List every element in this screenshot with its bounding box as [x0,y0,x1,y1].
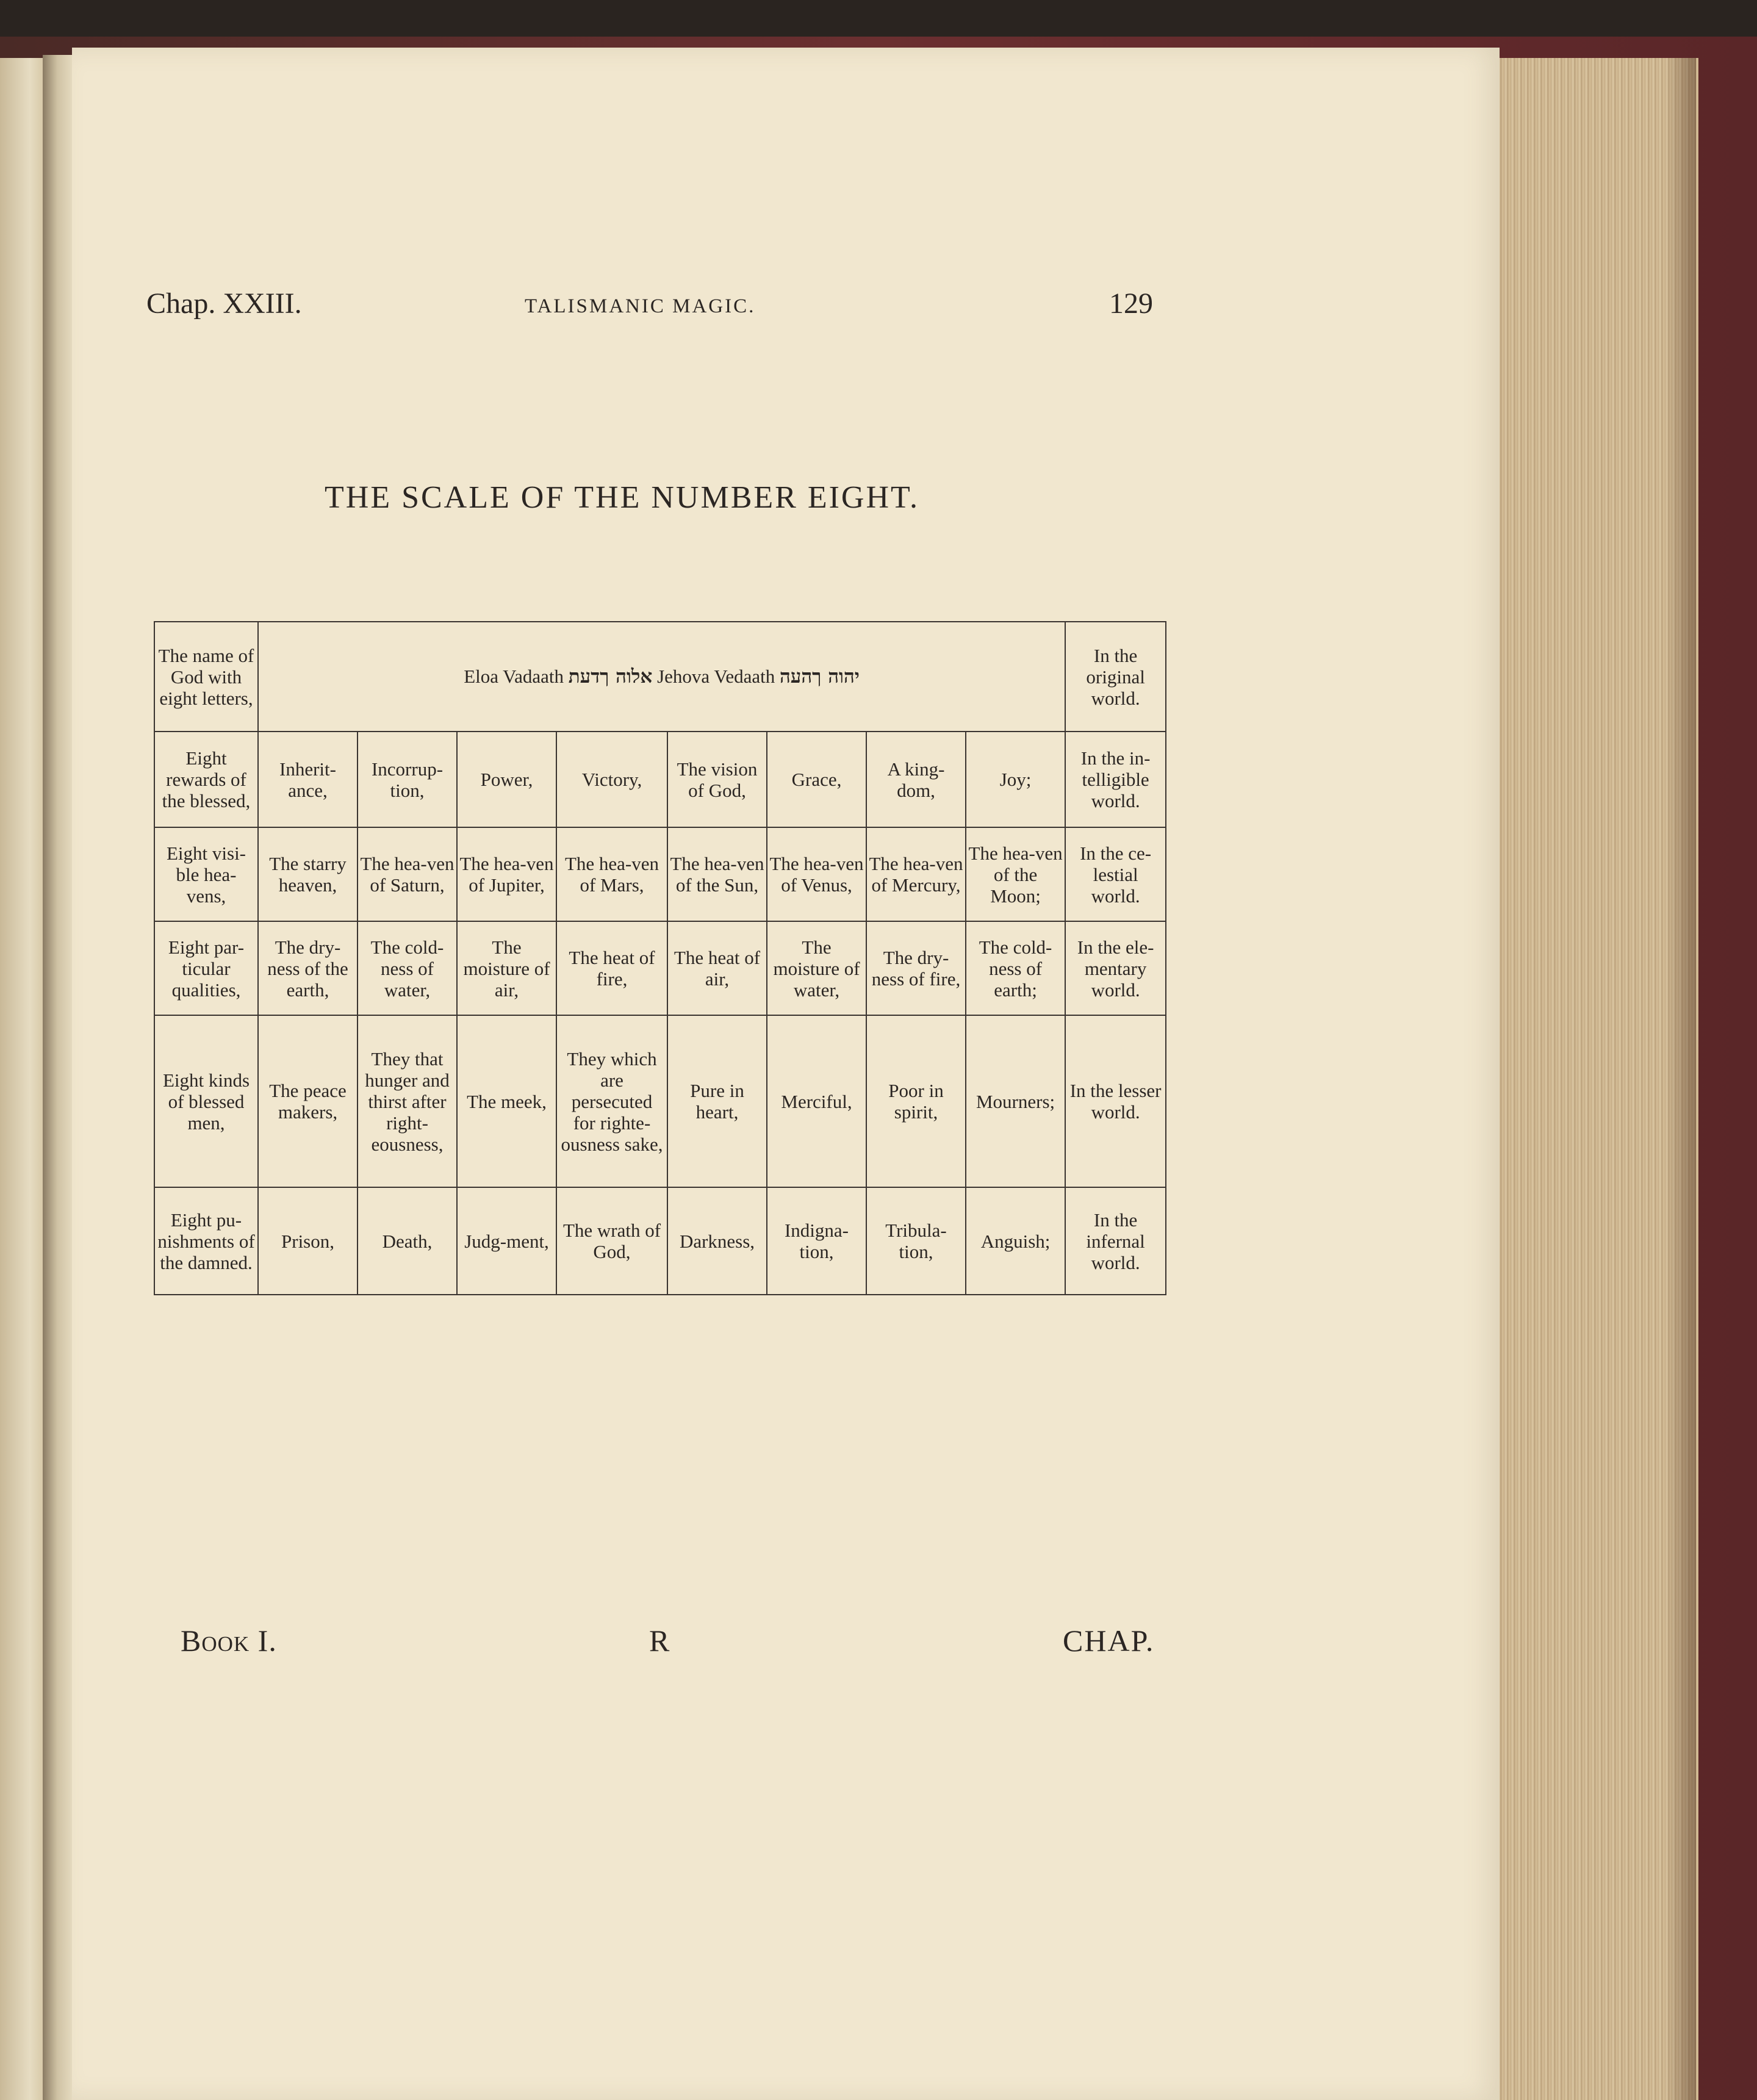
page-edges-shadow [1665,58,1696,2100]
table-cell: Joy; [966,732,1065,827]
divine-names-cell [258,622,1065,732]
world-cell: In the lesser world. [1065,1015,1166,1187]
table-row [154,921,1166,1015]
name2-latin: Jehova Vedaath [657,666,775,687]
table-cell: Merciful, [767,1015,866,1187]
table-cell: The hea-ven of the Sun, [667,827,767,921]
row-label: Eight visi-ble hea-vens, [154,827,258,921]
table-cell: The hea-ven of the Moon; [966,827,1065,921]
table-cell: Grace, [767,732,866,827]
row-label: Eight kinds of blessed men, [154,1015,258,1187]
table-cell: Power, [457,732,556,827]
chapter-label: Chap. XXIII. [146,287,302,320]
name1-hebrew: אלוה ךדעת [568,666,653,688]
table-cell: They which are persecuted for righte-ousness sake, [556,1015,667,1187]
table-cell: The hea-ven of Saturn, [358,827,457,921]
running-head [0,287,1757,329]
table-cell: The meek, [457,1015,556,1187]
world-cell: In the ele-mentary world. [1065,921,1166,1015]
scale-table [154,621,1166,1295]
table-cell: The heat of fire, [556,921,667,1015]
page-title: THE SCALE OF THE NUMBER EIGHT. [325,480,919,515]
table-row [154,1187,1166,1295]
table-row [154,1015,1166,1187]
table-cell: A king-dom, [866,732,966,827]
signature-book: Book I. [181,1624,277,1658]
table-cell: The hea-ven of Mercury, [866,827,966,921]
table-cell: Judg-ment, [457,1187,556,1295]
table-cell: The hea-ven of Mars, [556,827,667,921]
table-cell: Prison, [258,1187,358,1295]
table-cell: The wrath of God, [556,1187,667,1295]
name2-hebrew: יהוה ךהעה [779,666,860,688]
table-cell: Victory, [556,732,667,827]
table-cell: Tribula-tion, [866,1187,966,1295]
world-cell: In the infernal world. [1065,1187,1166,1295]
table-row [154,732,1166,827]
table-cell: The heat of air, [667,921,767,1015]
running-title: TALISMANIC MAGIC. [525,295,756,317]
row-label: Eight par-ticular qualities, [154,921,258,1015]
table-cell: The hea-ven of Venus, [767,827,866,921]
table-cell: Inherit-ance, [258,732,358,827]
table-cell: Mourners; [966,1015,1065,1187]
table-cell: The starry heaven, [258,827,358,921]
row-label: The name of God with eight letters, [154,622,258,732]
world-cell: In the ce-lestial world. [1065,827,1166,921]
table-cell: Death, [358,1187,457,1295]
page-footer [0,1623,1757,1666]
table-cell: The moisture of water, [767,921,866,1015]
table-row [154,622,1166,732]
left-page-edge [0,58,44,2100]
table-cell: The moisture of air, [457,921,556,1015]
row-label: Eight rewards of the blessed, [154,732,258,827]
table-cell: The cold-ness of water, [358,921,457,1015]
table-cell: The cold-ness of earth; [966,921,1065,1015]
table-row [154,827,1166,921]
row-label: Eight pu-nishments of the damned. [154,1187,258,1295]
table-cell: They that hunger and thirst after right-eousness, [358,1015,457,1187]
table-cell: The hea-ven of Jupiter, [457,827,556,921]
table-cell: The dry-ness of the earth, [258,921,358,1015]
signature-mark: R [649,1624,670,1658]
table-cell: Darkness, [667,1187,767,1295]
table-cell: Pure in heart, [667,1015,767,1187]
world-cell: In the original world. [1065,622,1166,732]
table-cell: The dry-ness of fire, [866,921,966,1015]
world-cell: In the in-telligible world. [1065,732,1166,827]
catchword: CHAP. [1063,1624,1155,1658]
name1-latin: Eloa Vadaath [464,666,564,687]
table-cell: Indigna-tion, [767,1187,866,1295]
table-cell: The vision of God, [667,732,767,827]
table-cell: Anguish; [966,1187,1065,1295]
table-cell: Poor in spirit, [866,1015,966,1187]
page-number: 129 [1109,287,1153,320]
table-cell: The peace makers, [258,1015,358,1187]
table-cell: Incorrup-tion, [358,732,457,827]
